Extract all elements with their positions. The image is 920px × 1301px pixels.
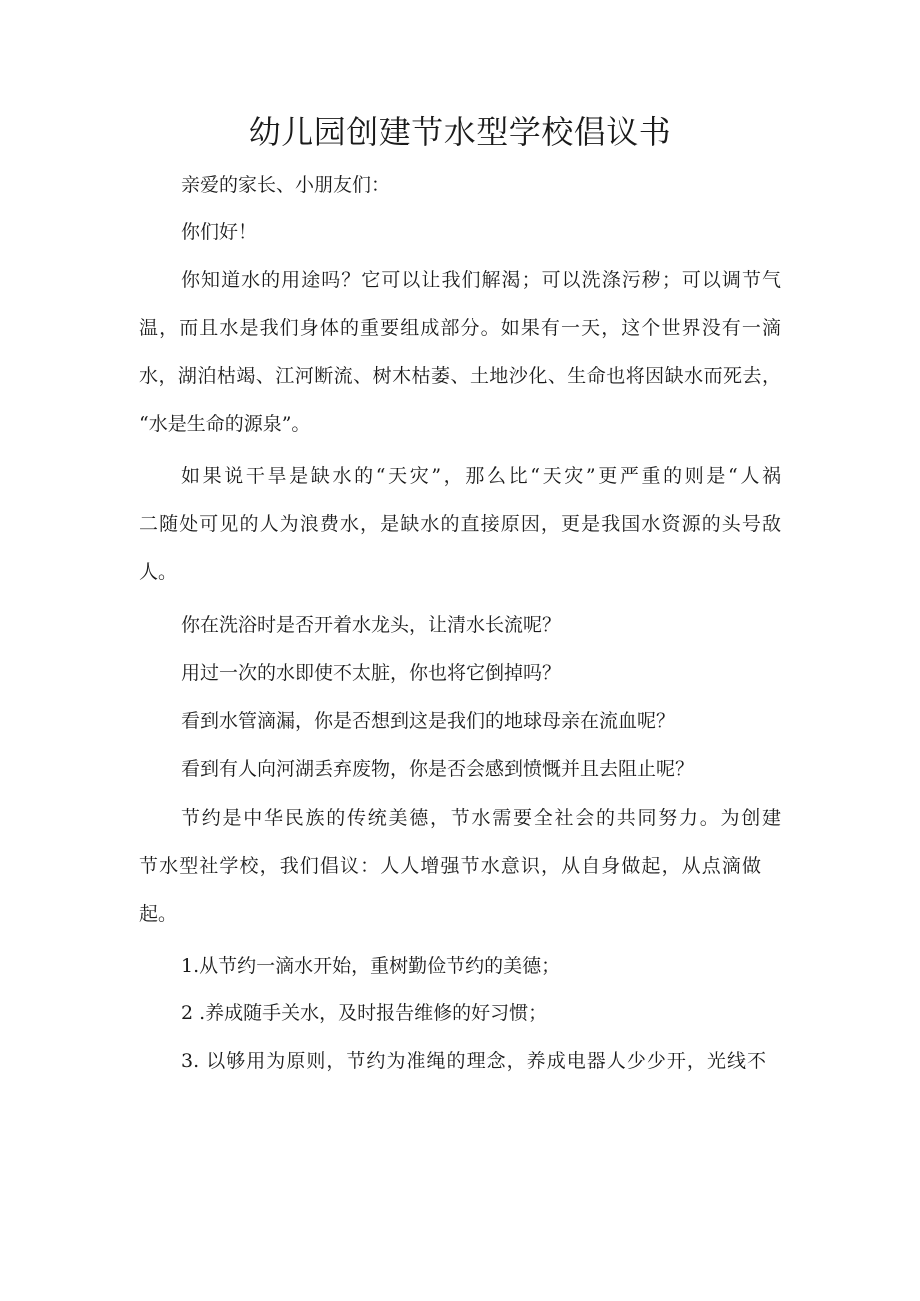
question-2: 用过一次的水即使不太脏，你也将它倒掉吗？ [181, 662, 562, 684]
paragraph-3-line-1: 节约是中华民族的传统美德，节水需要全社会的共同努力。为创建 [181, 807, 781, 829]
salutation: 亲爱的家长、小朋友们： [181, 174, 391, 196]
list-item-2: 2 .养成随手关水，及时报告维修的好习惯； [181, 1002, 548, 1024]
paragraph-1-line-4: “水是生命的源泉”。 [139, 413, 311, 435]
greeting: 你们好！ [181, 221, 258, 243]
page-title: 幼儿园创建节水型学校倡议书 [248, 113, 672, 151]
list-item-1: 1.从节约一滴水开始，重树勤俭节约的美德； [181, 955, 561, 977]
paragraph-2-line-1: 如果说干旱是缺水的“天灾”，那么比“天灾”更严重的则是“人祸 [181, 465, 781, 487]
paragraph-2-line-2: 二随处可见的人为浪费水，是缺水的直接原因，更是我国水资源的头号敌 [139, 513, 781, 535]
paragraph-3-line-3: 起。 [139, 903, 178, 925]
paragraph-1-line-3: 水，湖泊枯竭、江河断流、树木枯萎、土地沙化、生命也将因缺水而死去， [139, 365, 781, 387]
paragraph-1-line-1: 你知道水的用途吗？它可以让我们解渴；可以洗涤污秽；可以调节气 [181, 269, 781, 291]
paragraph-1-line-2: 温，而且水是我们身体的重要组成部分。如果有一天，这个世界没有一滴 [139, 317, 781, 339]
paragraph-3-line-2: 节水型社学校，我们倡议：人人增强节水意识，从自身做起，从点滴做 [139, 855, 761, 877]
question-1: 你在洗浴时是否开着水龙头，让清水长流呢？ [181, 614, 562, 636]
list-item-3: 3. 以够用为原则，节约为准绳的理念，养成电器人少少开，光线不 [181, 1050, 766, 1072]
question-4: 看到有人向河湖丢弃废物，你是否会感到愤慨并且去阻止呢？ [181, 758, 695, 780]
question-3: 看到水管滴漏，你是否想到这是我们的地球母亲在流血呢？ [181, 710, 676, 732]
paragraph-2-line-3: 人。 [139, 561, 178, 583]
